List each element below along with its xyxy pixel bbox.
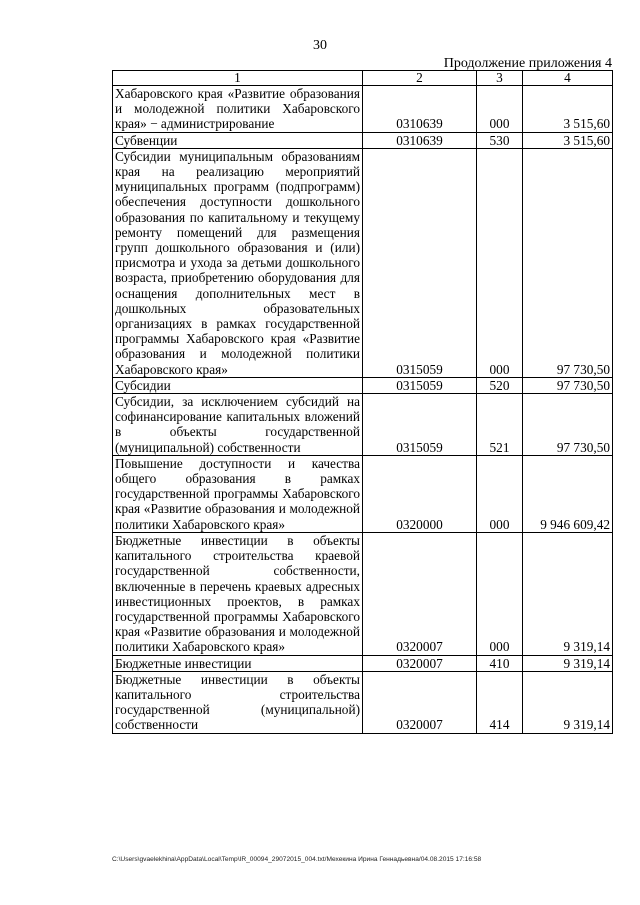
table-row (113, 132, 613, 148)
table-row (113, 377, 613, 393)
row-code: 0310639 (363, 132, 477, 148)
row-amount: 9 319,14 (523, 671, 613, 733)
row-name: Бюджетные инвестиции в объекты капитального строительства краевой государственной собственности, включенные в перечень краевых адресных инвестиционных проектов, в рамках государственной программы Хабаровского края «Развитие образования и молодежной политики Хабаровского края» (113, 532, 363, 655)
table-row (113, 394, 613, 456)
table-row (113, 532, 613, 655)
table-header-row (113, 71, 613, 86)
row-type: 530 (477, 132, 523, 148)
row-name: Субсидии, за исключением субсидий на софинансирование капитальных вложений в объекты государственной (муниципальной) собственности (113, 394, 363, 456)
row-code: 0320007 (363, 532, 477, 655)
row-amount: 3 515,60 (523, 86, 613, 133)
page-number: 30 (313, 38, 327, 53)
column-header-amount: 4 (523, 71, 613, 86)
row-type: 000 (477, 86, 523, 133)
table-row (113, 148, 613, 377)
row-type: 414 (477, 671, 523, 733)
table-row (113, 671, 613, 733)
row-code: 0315059 (363, 394, 477, 456)
row-name: Бюджетные инвестиции (113, 655, 363, 671)
row-amount: 97 730,50 (523, 377, 613, 393)
row-amount: 3 515,60 (523, 132, 613, 148)
row-name: Субсидии (113, 377, 363, 393)
row-type: 000 (477, 532, 523, 655)
table-row (113, 455, 613, 532)
column-header-type: 3 (477, 71, 523, 86)
row-code: 0315059 (363, 148, 477, 377)
row-code: 0310639 (363, 86, 477, 133)
row-amount: 9 319,14 (523, 655, 613, 671)
row-type: 000 (477, 455, 523, 532)
table-row (113, 655, 613, 671)
row-code: 0320007 (363, 671, 477, 733)
row-type: 000 (477, 148, 523, 377)
budget-table (112, 70, 613, 734)
row-amount: 97 730,50 (523, 148, 613, 377)
row-type: 410 (477, 655, 523, 671)
table-row (113, 86, 613, 133)
row-name: Субвенции (113, 132, 363, 148)
document-footer-path: C:\Users\gvaelekhina\AppData\Local\Temp\IR_00094_29072015_004.txt/Мехекина Ирина Геннадьевна/04.08.2015 17:16:58 (112, 856, 482, 863)
column-header-name: 1 (113, 71, 363, 86)
row-name: Бюджетные инвестиции в объекты капитального строительства государственной (муниципальной) собственности (113, 671, 363, 733)
row-name: Хабаровского края «Развитие образования и молодежной политики Хабаровского края» − администрирование (113, 86, 363, 133)
column-header-code: 2 (363, 71, 477, 86)
row-type: 520 (477, 377, 523, 393)
appendix-continuation-label: Продолжение приложения 4 (443, 56, 612, 71)
row-name: Повышение доступности и качества общего образования в рамках государственной программы Хабаровского края «Развитие образования и молодежной политики Хабаровского края» (113, 455, 363, 532)
row-amount: 9 946 609,42 (523, 455, 613, 532)
row-amount: 9 319,14 (523, 532, 613, 655)
row-name: Субсидии муниципальным образованиям края на реализацию мероприятий муниципальных программ (подпрограмм) обеспечения доступности дошкольного образования по капитальному и текущему ремонту помещений для размещения групп дошкольного образования и (или) присмотра и ухода за детьми дошкольного возраста, приобретению оборудования для оснащения дополнительных мест в дошкольных образовательных организациях в рамках государственной программы Хабаровского края «Развитие образования и молодежной политики Хабаровского края» (113, 148, 363, 377)
row-code: 0315059 (363, 377, 477, 393)
row-code: 0320000 (363, 455, 477, 532)
row-code: 0320007 (363, 655, 477, 671)
row-type: 521 (477, 394, 523, 456)
row-amount: 97 730,50 (523, 394, 613, 456)
